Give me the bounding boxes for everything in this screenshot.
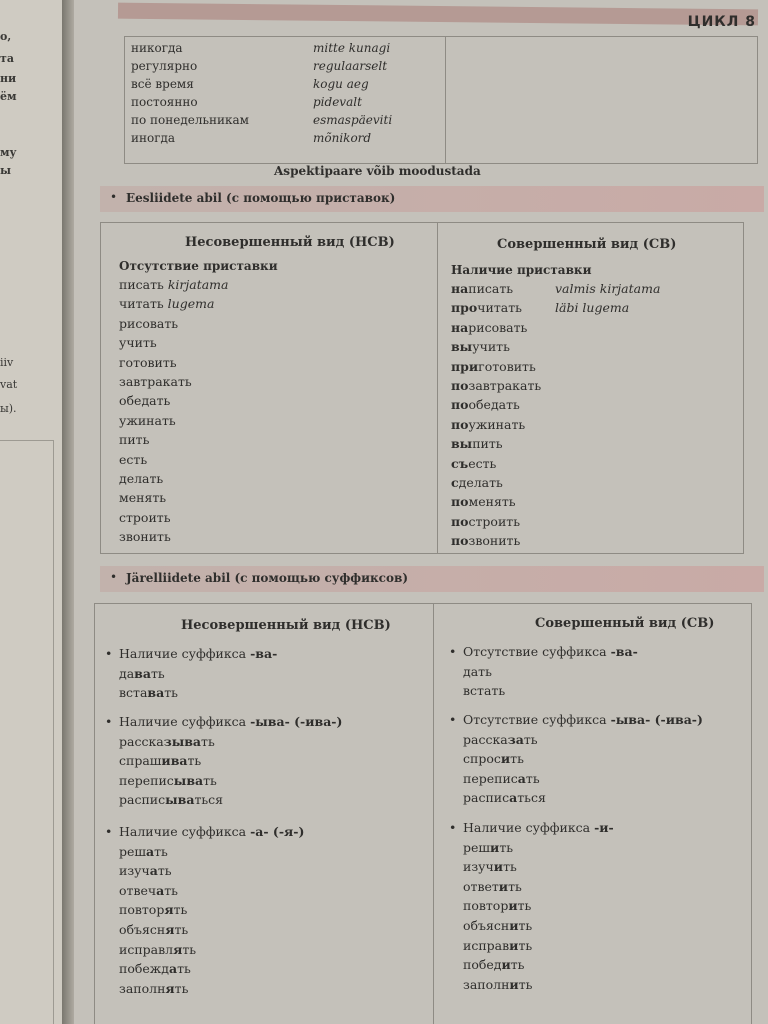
- verb: [451, 281, 513, 296]
- suffix-perfective-group-heading: [449, 710, 703, 730]
- suffix-perfective-verb: [449, 857, 614, 877]
- suffix-imperfective-verb: [105, 920, 304, 940]
- verb-stem: реш: [463, 839, 491, 855]
- verb-stem: отвеч: [119, 882, 157, 898]
- suffix-imperfective-verb: [105, 683, 277, 703]
- verb-suffix: и: [509, 937, 519, 953]
- verb-gloss: valmis kirjatama: [555, 281, 661, 296]
- verb: [451, 359, 536, 374]
- prefix-section-title: Eesliidete abil (с помощью приставок): [126, 191, 396, 205]
- left-page-edge: [0, 0, 66, 1024]
- verb: читать: [119, 296, 164, 312]
- verb-gloss: kirjatama: [167, 277, 229, 292]
- adverbs-table: [124, 36, 758, 164]
- verb-ending: ть: [518, 917, 533, 933]
- verb-suffix: ива: [161, 753, 188, 769]
- left-page-fragment: ы).: [0, 402, 17, 415]
- verb-stem: менять: [468, 494, 516, 510]
- suffix-section-band: [100, 566, 764, 592]
- suffix-imperfective-verb: [105, 959, 304, 979]
- verb-suffix: а: [509, 790, 518, 806]
- left-page-fragment: vat: [0, 378, 18, 391]
- verb-stem: распис: [463, 790, 510, 806]
- verb-suffix: я: [165, 980, 175, 996]
- verb-ending: ть: [150, 665, 165, 681]
- bullet-icon: •: [110, 190, 118, 204]
- suffix-perfective-verb: [449, 838, 614, 858]
- header-bar: [118, 3, 758, 26]
- verb: пить: [119, 432, 150, 448]
- verb-prefix: по: [451, 533, 469, 549]
- adverb-ru: регулярно: [131, 59, 198, 73]
- prefix-table-divider: [437, 223, 438, 553]
- perfective-verb-row: [451, 395, 541, 414]
- verb-stem: расска: [463, 731, 508, 747]
- verb-ending: ть: [157, 863, 172, 879]
- perfective-verb-row: [451, 318, 541, 337]
- verb: рисовать: [119, 315, 179, 331]
- adverb-et: mitte kunagi: [313, 41, 391, 55]
- imperfective-verb-row: [119, 469, 229, 488]
- verb-ending: ть: [174, 980, 189, 996]
- verb: [451, 475, 503, 490]
- verb-prefix: по: [451, 494, 469, 510]
- verb-stem: ответ: [463, 878, 499, 894]
- verb-ending: ть: [499, 839, 514, 855]
- verb: делать: [119, 471, 164, 487]
- verb-suffix: ыва: [173, 772, 204, 788]
- verb-suffix: а: [146, 843, 155, 859]
- verb-stem: исправ: [463, 937, 510, 953]
- verb-stem: повтор: [463, 898, 509, 914]
- verb-stem: повтор: [119, 902, 165, 918]
- verb-stem: вста: [119, 685, 148, 701]
- verb-stem: расска: [119, 733, 164, 749]
- verb-ending: ть: [173, 902, 188, 918]
- verb-stem: пить: [472, 436, 503, 452]
- imperfective-verb-row: [119, 314, 229, 333]
- suffix-marker: -и-: [594, 820, 614, 835]
- suffix-perfective-group: [449, 642, 638, 701]
- verb: [451, 417, 525, 432]
- suffix-imperfective-verb: [105, 664, 277, 684]
- left-page-fragment: iiv: [0, 356, 14, 369]
- textbook-page: [74, 0, 768, 1024]
- verb-suffix: ыва: [165, 792, 195, 808]
- heading-text: Отсутствие суффикса: [463, 644, 611, 659]
- verb-suffix: я: [173, 941, 183, 957]
- perfective-verb-row: [451, 415, 541, 434]
- verb: [451, 397, 520, 412]
- suffix-marker: -ва-: [610, 644, 638, 659]
- verb-stem: изуч: [463, 859, 494, 875]
- imperfective-verb-row: [119, 488, 229, 507]
- verb-ending: ть: [187, 753, 202, 769]
- verb-suffix: ва: [147, 685, 165, 701]
- perfective-verb-row: [451, 512, 541, 531]
- verb-ending: ться: [517, 790, 546, 806]
- verb-suffix: ва: [134, 665, 151, 681]
- verb-stem: читать: [477, 300, 522, 316]
- verb-stem: ужинать: [468, 416, 526, 432]
- verb-stem: встать: [463, 683, 506, 699]
- verb-suffix: и: [509, 976, 519, 992]
- verb-stem: писать: [468, 281, 514, 296]
- suffix-imperfective-verb: [105, 940, 304, 960]
- suffix-perfective-verb: [449, 916, 614, 936]
- suffix-imperfective-verb: [105, 790, 342, 810]
- prefix-perfective-list: [451, 279, 661, 551]
- verb-stem: реш: [119, 843, 147, 859]
- verb-suffix: и: [501, 957, 511, 973]
- prefix-perfective-subheader: Наличие приставки: [451, 263, 592, 277]
- prefix-imperfective-header: Несовершенный вид (НСВ): [185, 235, 395, 250]
- verb-ending: ть: [508, 878, 522, 894]
- imperfective-verb-row: [119, 527, 229, 546]
- verb: [451, 436, 503, 451]
- suffix-perfective-group-heading: [449, 642, 638, 662]
- suffix-marker: -ыва- (-ива-): [610, 712, 703, 727]
- adverb-ru: никогда: [131, 41, 183, 55]
- bullet-icon: •: [110, 570, 118, 584]
- heading-text: Отсутствие суффикса: [463, 712, 611, 727]
- verb-prefix: с: [451, 475, 459, 491]
- verb-stem: побежд: [119, 961, 169, 977]
- left-page-frame: [0, 440, 54, 1024]
- verb-stem: исправл: [119, 941, 174, 957]
- verb-stem: спрос: [463, 751, 501, 767]
- verb-suffix: и: [508, 898, 518, 914]
- imperfective-verb-row: [119, 430, 229, 449]
- suffix-imperfective-verb: [105, 861, 304, 881]
- suffix-perfective-verb: [449, 769, 703, 789]
- suffix-perfective-group-heading: [449, 818, 614, 838]
- verb-gloss: läbi lugema: [555, 300, 630, 316]
- suffix-perfective-verb: [449, 788, 703, 808]
- adverbs-russian-column: [131, 39, 249, 147]
- verb-suffix: и: [490, 839, 500, 855]
- left-page-fragment: ём: [0, 90, 17, 103]
- perfective-verb-row: [451, 279, 661, 298]
- verb-stem: объясн: [119, 921, 166, 937]
- verb-suffix: за: [507, 731, 524, 747]
- heading-text: Наличие суффикса: [119, 714, 251, 729]
- adverb-et: pidevalt: [313, 95, 362, 109]
- prefix-imperfective-subheader: Отсутствие приставки: [119, 259, 278, 273]
- verb-stem: строить: [468, 513, 520, 529]
- suffix-imperfective-verb: [105, 771, 342, 791]
- suffix-perfective-verb: [449, 730, 703, 750]
- verb: [451, 456, 496, 471]
- verb-prefix: по: [451, 513, 469, 529]
- verb-suffix: а: [156, 882, 165, 898]
- adverb-et: mõnikord: [313, 131, 372, 145]
- verb: [451, 533, 520, 548]
- verb: есть: [119, 451, 148, 467]
- suffix-perfective-group: [449, 710, 703, 808]
- suffix-perfective-verb: [449, 877, 614, 897]
- perfective-verb-row: [451, 454, 541, 473]
- suffix-perfective-header: Совершенный вид (СВ): [535, 616, 715, 631]
- adverb-ru: по понедельникам: [131, 113, 249, 127]
- verb-stem: завтракать: [468, 378, 542, 394]
- verb-stem: есть: [468, 455, 497, 471]
- suffix-imperfective-group: [105, 712, 342, 810]
- perfective-verb-row: [451, 434, 541, 453]
- verb-stem: перепис: [463, 770, 518, 786]
- aspect-pairs-caption: Aspektipaare võib moodustada: [274, 164, 481, 178]
- verb-suffix: и: [493, 859, 504, 875]
- suffix-table-divider: [433, 604, 434, 1024]
- verb-stem: учить: [472, 339, 510, 355]
- suffix-imperfective-verb: [105, 979, 304, 999]
- verb-stem: да: [119, 665, 135, 681]
- adverbs-divider: [445, 37, 446, 163]
- left-page-fragment: ы: [0, 164, 12, 177]
- verb-ending: ть: [154, 843, 168, 859]
- verb: готовить: [119, 354, 177, 370]
- verb-ending: ть: [182, 941, 197, 957]
- imperfective-verb-row: [119, 450, 229, 469]
- perfective-verb-row: [451, 337, 541, 356]
- imperfective-verb-row: [119, 333, 229, 352]
- imperfective-verb-row: [119, 372, 229, 391]
- verb-suffix: и: [498, 878, 509, 894]
- suffix-imperfective-verb: [105, 732, 342, 752]
- verb-ending: ть: [510, 957, 525, 973]
- verb: [451, 320, 527, 335]
- verb-suffix: а: [149, 863, 158, 879]
- verb: обедать: [119, 393, 171, 409]
- verb-prefix: при: [451, 358, 479, 374]
- suffix-perfective-verb: [449, 681, 638, 701]
- verb-ending: ть: [203, 772, 217, 788]
- left-page-fragment: о,: [0, 30, 12, 43]
- verb-prefix: по: [451, 378, 469, 394]
- suffix-imperfective-group-heading: [105, 644, 277, 664]
- verb-prefix: съ: [451, 455, 469, 471]
- verb-suffix: я: [165, 921, 175, 937]
- verb-ending: ть: [525, 770, 540, 786]
- imperfective-verb-row: [119, 411, 229, 430]
- suffix-imperfective-group-heading: [105, 712, 342, 732]
- suffix-marker: -ва-: [250, 646, 278, 661]
- left-page-fragment: ни: [0, 72, 17, 85]
- perfective-verb-row: [451, 492, 541, 511]
- verb-ending: ть: [510, 751, 524, 767]
- adverb-ru: постоянно: [131, 95, 198, 109]
- verb-ending: ть: [518, 976, 533, 992]
- verb-ending: ть: [523, 731, 538, 747]
- suffix-perfective-verb: [449, 975, 614, 995]
- verb-suffix: и: [509, 917, 519, 933]
- adverb-et: regulaarselt: [313, 59, 388, 73]
- verb: учить: [119, 335, 157, 351]
- verb-stem: заполн: [463, 976, 510, 992]
- suffix-imperfective-header: Несовершенный вид (НСВ): [181, 618, 391, 633]
- imperfective-verb-row: [119, 391, 229, 410]
- verb-ending: ться: [194, 792, 224, 808]
- suffix-perfective-verb: [449, 749, 703, 769]
- imperfective-verb-row: [119, 508, 229, 527]
- verb-ending: ть: [517, 898, 532, 914]
- verb-suffix: а: [517, 770, 526, 786]
- left-page-fragment: та: [0, 52, 14, 65]
- verb-ending: ть: [503, 859, 517, 875]
- suffix-table: [94, 603, 752, 1024]
- verb-prefix: на: [451, 319, 469, 335]
- verb-stem: распис: [119, 792, 166, 808]
- adverb-ru: всё время: [131, 77, 194, 91]
- suffix-imperfective-verb: [105, 751, 342, 771]
- verb-stem: делать: [458, 475, 503, 491]
- verb-prefix: по: [451, 397, 469, 413]
- verb: [451, 378, 541, 393]
- perfective-verb-row: [451, 376, 541, 395]
- prefix-imperfective-list: [119, 275, 229, 547]
- verb-prefix: вы: [451, 436, 473, 452]
- verb-ending: ть: [177, 961, 191, 977]
- verb-suffix: я: [164, 902, 174, 918]
- verb: завтракать: [119, 374, 192, 390]
- verb-stem: спраш: [119, 753, 162, 769]
- suffix-perfective-group: [449, 818, 614, 994]
- verb: [451, 494, 516, 509]
- suffix-imperfective-group: [105, 644, 277, 703]
- verb-stem: побед: [463, 957, 502, 973]
- verb-stem: перепис: [119, 772, 174, 788]
- suffix-imperfective-group: [105, 822, 304, 998]
- perfective-verb-row: [451, 298, 630, 317]
- verb-prefix: про: [451, 300, 478, 316]
- imperfective-verb-row: [119, 294, 229, 313]
- verb: звонить: [119, 529, 171, 545]
- verb: [451, 339, 510, 354]
- cycle-label: ЦИКЛ 8: [687, 14, 756, 30]
- suffix-imperfective-verb: [105, 900, 304, 920]
- adverbs-estonian-column: [313, 39, 392, 147]
- verb-stem: заполн: [119, 980, 166, 996]
- perfective-verb-row: [451, 357, 541, 376]
- verb-suffix: и: [500, 751, 511, 767]
- verb-stem: объясн: [463, 917, 510, 933]
- imperfective-verb-row: [119, 275, 229, 294]
- adverb-et: esmaspäeviti: [313, 113, 393, 127]
- suffix-perfective-verb: [449, 662, 638, 682]
- verb-stem: звонить: [468, 533, 521, 549]
- adverb-et: kogu aeg: [313, 77, 369, 91]
- heading-text: Наличие суффикса: [119, 824, 251, 839]
- verb-ending: ть: [164, 882, 178, 898]
- prefix-perfective-header: Совершенный вид (СВ): [497, 237, 677, 252]
- prefix-table: [100, 222, 744, 554]
- verb-stem: дать: [463, 663, 492, 679]
- suffix-perfective-verb: [449, 896, 614, 916]
- suffix-imperfective-group-heading: [105, 822, 304, 842]
- suffix-marker: -а- (-я-): [250, 824, 305, 839]
- verb-ending: ть: [164, 685, 178, 701]
- verb-prefix: вы: [451, 339, 473, 355]
- verb-gloss: lugema: [167, 296, 215, 312]
- verb-stem: готовить: [478, 358, 536, 374]
- suffix-imperfective-verb: [105, 842, 304, 862]
- imperfective-verb-row: [119, 353, 229, 372]
- left-page-fragment: му: [0, 146, 17, 159]
- verb-ending: ть: [201, 733, 215, 749]
- verb: менять: [119, 490, 167, 506]
- verb-stem: рисовать: [468, 319, 528, 335]
- adverb-ru: иногда: [131, 131, 176, 145]
- verb: [451, 514, 520, 529]
- suffix-perfective-verb: [449, 955, 614, 975]
- verb-prefix: по: [451, 416, 469, 432]
- suffix-perfective-verb: [449, 936, 614, 956]
- verb-stem: обедать: [468, 397, 520, 413]
- verb: ужинать: [119, 412, 176, 428]
- prefix-section-band: [100, 186, 764, 212]
- verb-stem: изуч: [119, 863, 150, 879]
- perfective-verb-row: [451, 473, 541, 492]
- heading-text: Наличие суффикса: [119, 646, 251, 661]
- verb-ending: ть: [518, 937, 533, 953]
- verb-suffix: зыва: [163, 733, 202, 749]
- verb: строить: [119, 509, 171, 525]
- verb-ending: ть: [174, 921, 189, 937]
- perfective-verb-row: [451, 531, 541, 550]
- suffix-marker: -ыва- (-ива-): [250, 714, 343, 729]
- heading-text: Наличие суффикса: [463, 820, 595, 835]
- verb-prefix: на: [451, 281, 469, 296]
- verb: писать: [119, 277, 164, 292]
- verb: [451, 300, 522, 315]
- suffix-section-title: Järelliidete abil (с помощью суффиксов): [126, 571, 408, 585]
- verb-suffix: а: [168, 961, 178, 977]
- suffix-imperfective-verb: [105, 881, 304, 901]
